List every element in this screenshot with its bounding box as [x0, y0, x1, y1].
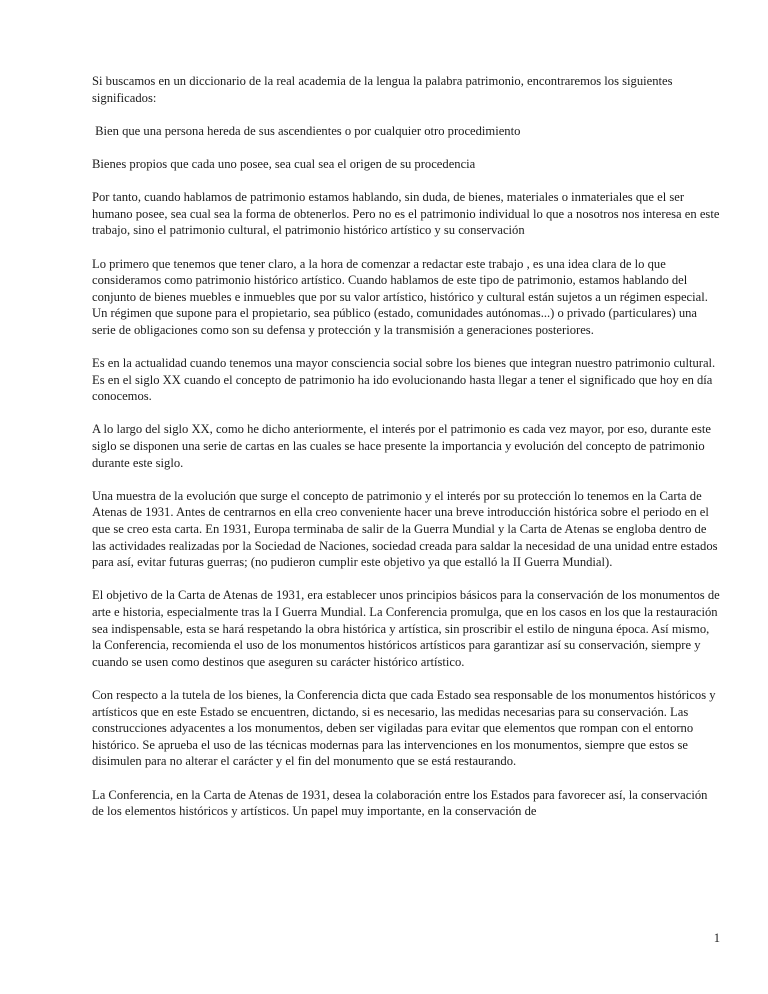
paragraph-siglo-xx: A lo largo del siglo XX, como he dicho anteriormente, el interés por el patrimonio es cada vez mayor, por eso, durante este siglo se disponen una serie de cartas en las cuales se hace presente la importancia y evolución del concepto de patrimonio durante este siglo. [92, 422, 715, 470]
paragraph-intro: Si buscamos en un diccionario de la real academia de la lengua la palabra patrimonio, encontraremos los siguientes significados: [92, 74, 676, 105]
paragraph-definition-1: Bien que una persona hereda de sus ascendientes o por cualquier otro procedimiento [92, 123, 521, 138]
page-number: 1 [713, 931, 720, 945]
paragraph-objetivo-carta: El objetivo de la Carta de Atenas de 1931, era establecer unos principios básicos para la conservación de los monumentos de arte e historia, especialmente tras la I Guerra Mundial. La Conferencia promulga, que en los casos en los que la restauración sea indispensable, esta se hará respetando la obra histórica y artística, sin proscribir el estilo de ninguna época. Así mismo, la Conferencia, recomienda el uso de los monumentos históricos artísticos para garantizar así su conservación, siempre y cuando se usen como destinos que aseguren su carácter histórico artístico. [92, 588, 723, 669]
paragraph-tutela-bienes: Con respecto a la tutela de los bienes, la Conferencia dicta que cada Estado sea responsable de los monumentos históricos y artísticos que en este Estado se encuentren, dictando, si es necesario, las medidas necesarias para su conservación. Las construcciones adyacentes a los monumentos, deben ser vigiladas para evitar que elementos que rompan con el entorno histórico. Se aprueba el uso de las técnicas modernas para las intervenciones en los monumentos, siempre que estos se disimulen para no alterar el carácter y el fin del monumento que se está restaurando. [92, 687, 719, 769]
document-body [92, 73, 723, 836]
paragraph-definition-2: Bienes propios que cada uno posee, sea cual sea el origen de su procedencia [92, 156, 476, 171]
paragraph-colaboracion-estados: La Conferencia, en la Carta de Atenas de 1931, desea la colaboración entre los Estados para favorecer así, la conservación de los elementos históricos y artísticos. Un papel muy importante, en la conservación de [92, 787, 711, 819]
paragraph-lo-primero: Lo primero que tenemos que tener claro, a la hora de comenzar a redactar este trabajo , es una idea clara de lo que consideramos como patrimonio histórico artístico. Cuando hablamos de este tipo de patrimonio, estamos hablando del conjunto de bienes muebles e inmuebles que por su valor artístico, histórico y cultural están sujetos a un régimen especial. Un régimen que supone para el propietario, sea público (estado, comunidades autónomas...) o privado (particulares) una serie de obligaciones como son su defensa y protección y la transmisión a generaciones posteriores. [92, 256, 712, 337]
paragraph-por-tanto: Por tanto, cuando hablamos de patrimonio estamos hablando, sin duda, de bienes, materiales o inmateriales que el ser humano posee, sea cual sea la forma de obtenerlos. Pero no es el patrimonio individual lo que a nosotros nos interesa en este trabajo, sino el patrimonio cultural, el patrimonio histórico artístico y su conservación [92, 190, 723, 238]
paragraph-actualidad: Es en la actualidad cuando tenemos una mayor consciencia social sobre los bienes que integran nuestro patrimonio cultural. Es en el siglo XX cuando el concepto de patrimonio ha ido evolucionando hasta llegar a tener el significado que hoy en día conocemos. [92, 356, 719, 404]
paragraph-carta-atenas-intro: Una muestra de la evolución que surge el concepto de patrimonio y el interés por su protección lo tenemos en la Carta de Atenas de 1931. Antes de centrarnos en ella creo conveniente hacer una breve introducción histórica sobre el periodo en el que se creo esta carta. En 1931, Europa terminaba de salir de la Guerra Mundial y la Carta de Atenas se engloba dentro de las actividades realizadas por la Sociedad de Naciones, sociedad creada para saldar la necesidad de una unidad entre estados para así, evitar futuras guerras; (no pudieron cumplir este objetivo ya que estalló la II Guerra Mundial). [92, 488, 721, 570]
